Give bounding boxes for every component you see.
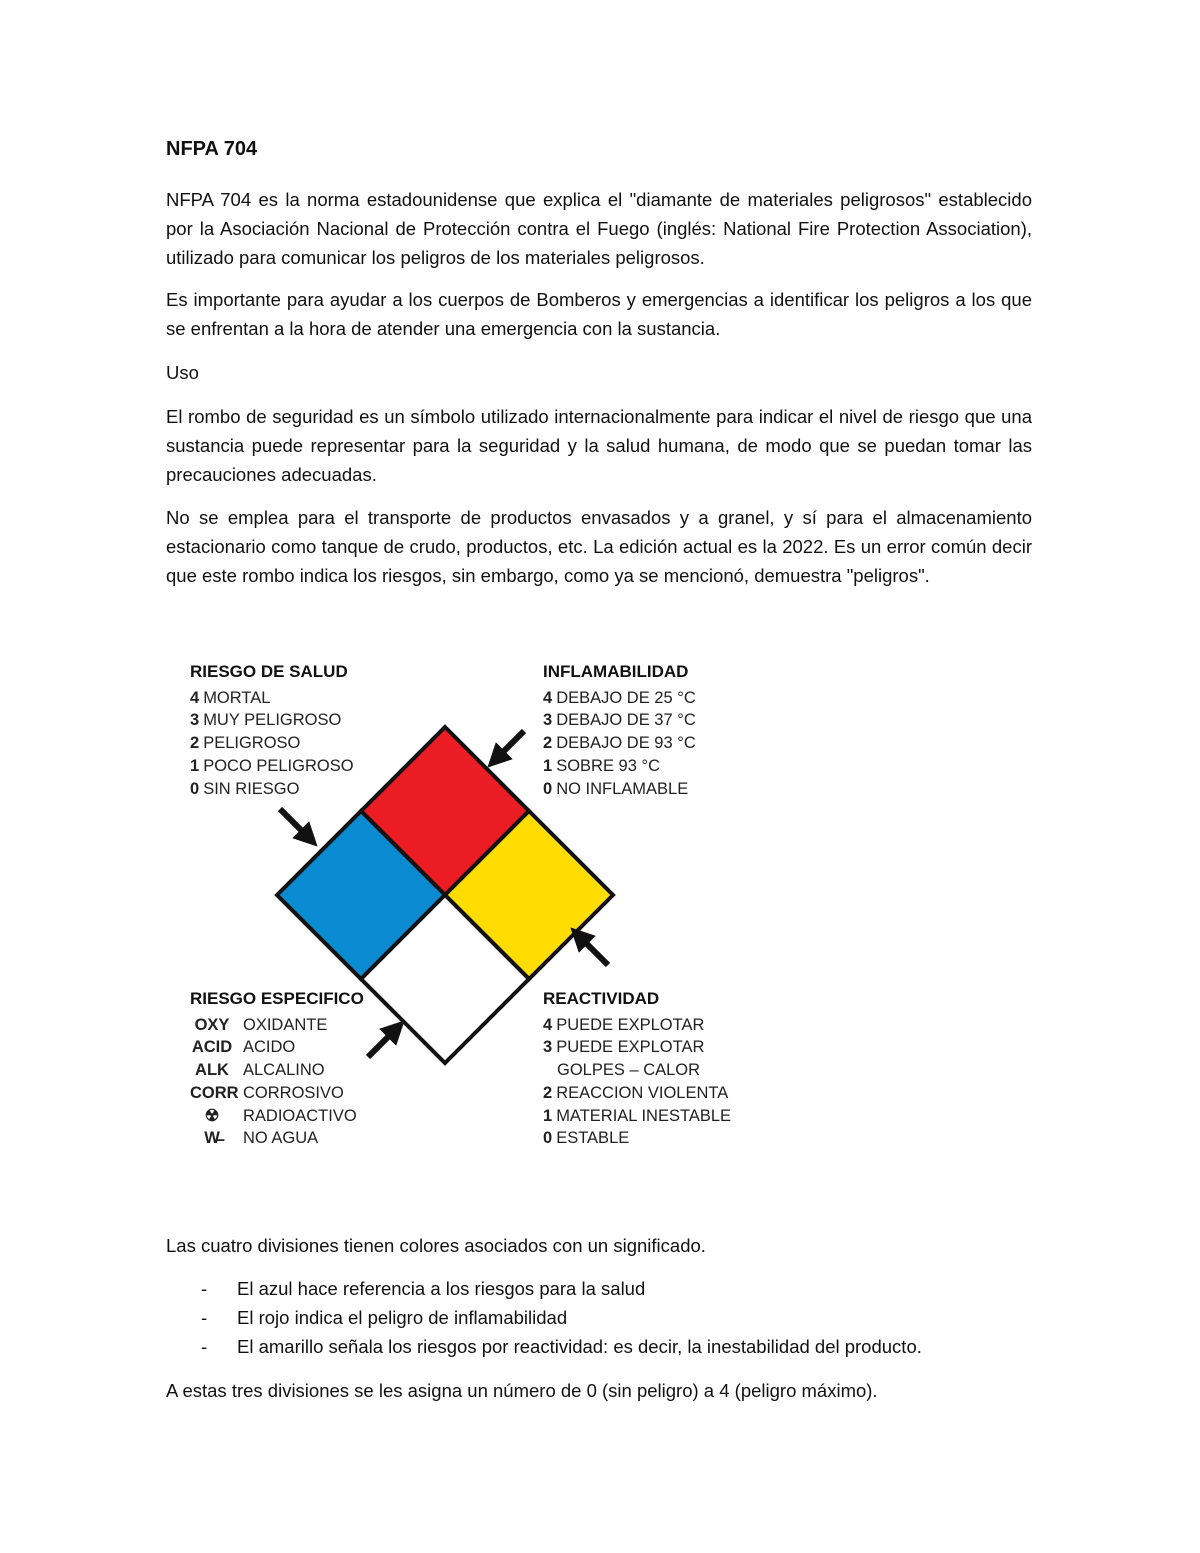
hazard-text: OXIDANTE: [243, 1015, 328, 1034]
reactivity-heading: REACTIVIDAD: [543, 989, 660, 1008]
level-number: 3: [543, 1038, 553, 1057]
level-number: 4: [543, 1015, 553, 1034]
specific-hazard-item: [190, 1036, 364, 1059]
level-text: PUEDE EXPLOTAR: [556, 1015, 705, 1034]
paragraph-importance: Es importante para ayudar a los cuerpos de Bomberos y emergencias a identificar los peligros a los que se enfrentan a la hora de atender una emergencia con la sustancia.: [166, 289, 1032, 339]
level-number: 1: [543, 1106, 553, 1125]
level-text: GOLPES – CALOR: [557, 1061, 701, 1080]
specific-hazard-item: [190, 1105, 364, 1128]
level-text: MORTAL: [203, 688, 271, 707]
specific-hazard-item: [190, 1127, 364, 1150]
nfpa-diamond-figure: [180, 655, 740, 1165]
level-number: 2: [543, 1083, 553, 1102]
list-item-text: El amarillo señala los riesgos por reactividad: es decir, la inestabilidad del producto.: [237, 1336, 922, 1357]
level-number: 2: [543, 734, 553, 753]
level-text: NO INFLAMABLE: [556, 779, 689, 798]
level-text: POCO PELIGROSO: [203, 756, 354, 775]
flammability-item: [543, 778, 696, 801]
specific-hazard-legend: [190, 988, 364, 1150]
arrow-icon: [495, 731, 524, 760]
hazard-code: OXY: [194, 1015, 230, 1034]
hazard-code: ACID: [191, 1038, 233, 1057]
no-water-icon: W̶: [204, 1129, 220, 1148]
level-number: 2: [190, 734, 200, 753]
reactivity-item: [543, 1036, 731, 1059]
paragraph-rombo: El rombo de seguridad es un símbolo utilizado internacionalmente para indicar el nivel de riesgo que una sustancia puede representar para la seguridad y la salud humana, de modo que se puedan tomar las precauciones adecuadas.: [166, 406, 1032, 485]
list-item: [166, 1332, 922, 1361]
section-heading-uso: Uso: [166, 362, 199, 383]
bullet-dash: -: [201, 1307, 208, 1328]
paragraph-intro: NFPA 704 es la norma estadounidense que explica el "diamante de materiales peligrosos" establecido por la Asociación Nacional de Protección contra el Fuego (inglés: National Fire Protection Association), utilizado para comunicar los peligros de los materiales peligrosos.: [166, 189, 1032, 268]
bullet-dash: -: [201, 1278, 208, 1299]
health-item: [190, 687, 354, 710]
radioactive-icon: ☢: [204, 1106, 220, 1125]
flammability-legend: [543, 661, 696, 800]
level-text: PELIGROSO: [203, 734, 301, 753]
reactivity-item: [543, 1014, 731, 1037]
hazard-code: CORR: [190, 1083, 239, 1102]
level-number: 0: [190, 779, 200, 798]
level-number: 3: [190, 711, 200, 730]
level-text: ESTABLE: [556, 1129, 630, 1148]
list-item-text: El rojo indica el peligro de inflamabilidad: [237, 1307, 568, 1328]
bullet-dash: -: [201, 1336, 208, 1357]
flammability-item: [543, 732, 696, 755]
specific-hazard-heading: RIESGO ESPECIFICO: [190, 989, 364, 1008]
level-number: 1: [190, 756, 200, 775]
level-text: SOBRE 93 °C: [556, 756, 660, 775]
reactivity-item: [543, 1105, 731, 1128]
list-item-text: El azul hace referencia a los riesgos para la salud: [237, 1278, 646, 1299]
health-heading: RIESGO DE SALUD: [190, 662, 348, 681]
level-text: DEBAJO DE 25 °C: [556, 688, 696, 707]
health-item: [190, 755, 354, 778]
paragraph-transporte: No se emplea para el transporte de productos envasados y a granel, y sí para el almacenamiento estacionario como tanque de crudo, productos, etc. La edición actual es la 2022. Es un error común decir que este rombo indica los riesgos, sin embargo, como ya se mencionó, demuestra "peligros".: [166, 507, 1032, 586]
level-number: 4: [190, 688, 200, 707]
hazard-text: CORROSIVO: [243, 1083, 344, 1102]
flammability-item: [543, 755, 696, 778]
health-item: [190, 778, 354, 801]
specific-hazard-item: [190, 1014, 364, 1037]
level-text: REACCION VIOLENTA: [556, 1083, 729, 1102]
hazard-text: ALCALINO: [243, 1061, 325, 1080]
level-text: MUY PELIGROSO: [203, 711, 342, 730]
level-text: PUEDE EXPLOTAR: [556, 1038, 705, 1057]
level-number: 0: [543, 779, 553, 798]
arrow-icon: [280, 809, 310, 839]
level-number: 3: [543, 711, 553, 730]
flammability-item: [543, 709, 696, 732]
colors-list: [166, 1274, 922, 1361]
specific-hazard-item: [190, 1082, 364, 1105]
arrow-icon: [578, 935, 608, 965]
level-number: 0: [543, 1129, 553, 1148]
specific-hazard-item: [190, 1059, 364, 1082]
reactivity-item: [543, 1127, 731, 1150]
hazard-text: RADIOACTIVO: [243, 1106, 357, 1125]
level-text: MATERIAL INESTABLE: [556, 1106, 732, 1125]
health-item: [190, 709, 354, 732]
reactivity-legend: [543, 988, 731, 1150]
health-item: [190, 732, 354, 755]
document-title: NFPA 704: [166, 138, 258, 160]
hazard-text: NO AGUA: [243, 1129, 319, 1148]
level-text: DEBAJO DE 93 °C: [556, 734, 696, 753]
level-number: 1: [543, 756, 553, 775]
flammability-heading: INFLAMABILIDAD: [543, 662, 689, 681]
level-text: SIN RIESGO: [203, 779, 300, 798]
hazard-code: ALK: [195, 1061, 229, 1080]
list-item: [166, 1303, 922, 1332]
reactivity-item: [543, 1082, 731, 1105]
flammability-item: [543, 687, 696, 710]
colors-intro: Las cuatro divisiones tienen colores asociados con un significado.: [166, 1235, 706, 1256]
reactivity-item: [543, 1059, 731, 1082]
level-number: 4: [543, 688, 553, 707]
closing-paragraph: A estas tres divisiones se les asigna un número de 0 (sin peligro) a 4 (peligro máximo).: [166, 1380, 878, 1401]
list-item: [166, 1274, 922, 1303]
arrow-icon: [368, 1028, 397, 1057]
level-text: DEBAJO DE 37 °C: [556, 711, 696, 730]
hazard-text: ACIDO: [243, 1038, 296, 1057]
health-legend: [190, 661, 354, 800]
